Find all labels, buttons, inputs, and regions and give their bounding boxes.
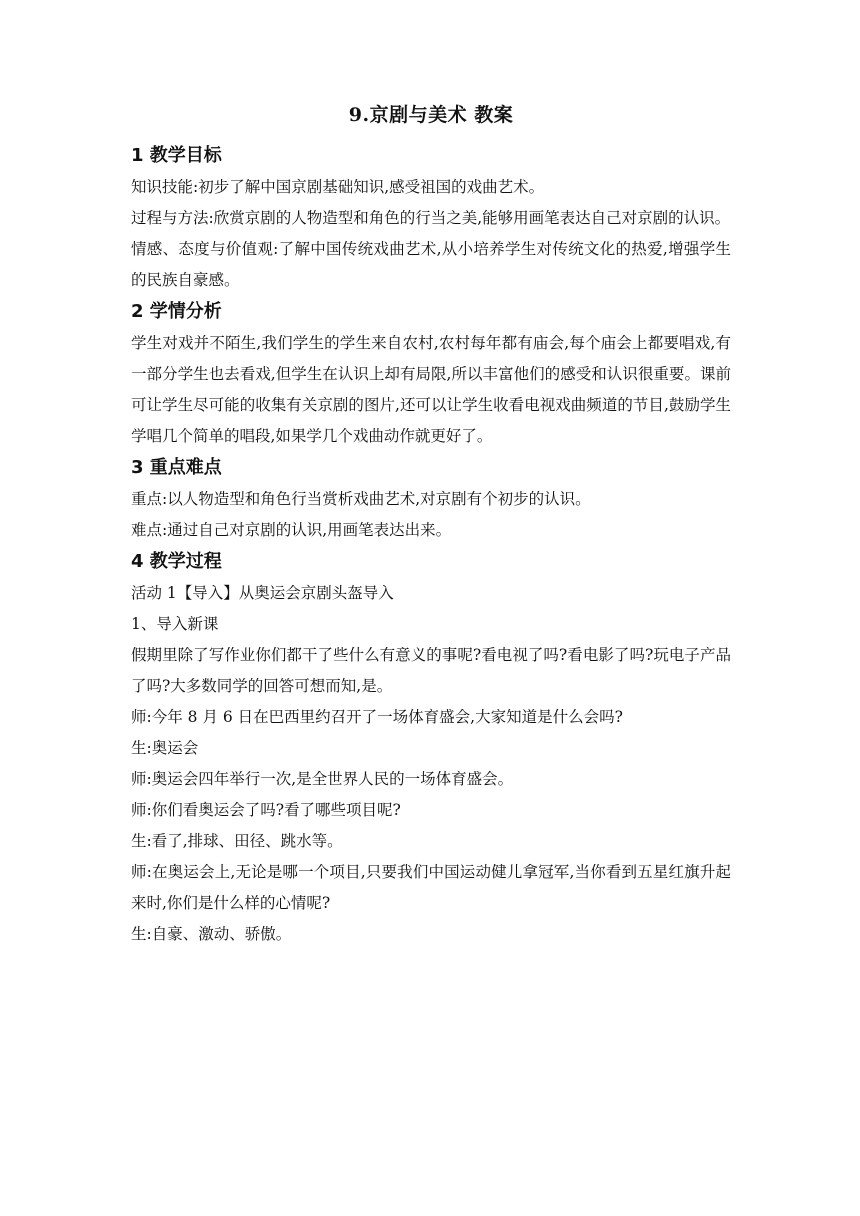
paragraph-process-methods: 过程与方法:欣赏京剧的人物造型和角色的行当之美,能够用画笔表达自己对京剧的认识。 [131, 209, 731, 227]
section-heading-objectives: 1 教学目标 [131, 145, 222, 166]
paragraph-step-intro: 1、导入新课 [131, 615, 219, 633]
paragraph-difficult-point: 难点:通过自己对京剧的认识,用画笔表达出来。 [131, 521, 452, 539]
dialogue-line: 师:今年 8 月 6 日在巴西里约召开了一场体育盛会,大家知道是什么会吗? [131, 708, 623, 726]
dialogue-line: 师:在奥运会上,无论是哪一个项目,只要我们中国运动健儿拿冠军,当你看到五星红旗升起来时,你们是什么样的心情呢? [131, 863, 731, 912]
paragraph-activity-title: 活动 1【导入】从奥运会京剧头盔导入 [131, 584, 394, 602]
dialogue-line: 生:看了,排球、田径、跳水等。 [131, 832, 343, 850]
paragraph-holiday-question: 假期里除了写作业你们都干了些什么有意义的事呢?看电视了吗?看电影了吗?玩电子产品了吗?大多数同学的回答可想而知,是。 [131, 646, 731, 695]
document-title: 9.京剧与美术 教案 [348, 104, 514, 126]
dialogue-line: 生:自豪、激动、骄傲。 [131, 925, 292, 943]
section-heading-key-points: 3 重点难点 [131, 457, 222, 478]
paragraph-student-analysis: 学生对戏并不陌生,我们学生的学生来自农村,农村每年都有庙会,每个庙会上都要唱戏,有一部分学生也去看戏,但学生在认识上却有局限,所以丰富他们的感受和认识很重要。课前可让学生尽可能的收集有关京剧的图片,还可以让学生收看电视戏曲频道的节目,鼓励学生学唱几个简单的唱段,如果学几个戏曲动作就更好了。 [131, 334, 731, 445]
section-heading-analysis: 2 学情分析 [131, 301, 222, 322]
document-content [131, 100, 731, 950]
paragraph-key-point: 重点:以人物造型和角色行当赏析戏曲艺术,对京剧有个初步的认识。 [131, 490, 591, 508]
section-heading-process: 4 教学过程 [131, 551, 222, 572]
dialogue-line: 师:你们看奥运会了吗?看了哪些项目呢? [131, 801, 401, 819]
paragraph-knowledge-skills: 知识技能:初步了解中国京剧基础知识,感受祖国的戏曲艺术。 [131, 178, 545, 196]
dialogue-line: 师:奥运会四年举行一次,是全世界人民的一场体育盛会。 [131, 770, 514, 788]
paragraph-emotion-values: 情感、态度与价值观:了解中国传统戏曲艺术,从小培养学生对传统文化的热爱,增强学生的民族自豪感。 [131, 240, 731, 289]
dialogue-line: 生:奥运会 [131, 739, 199, 757]
